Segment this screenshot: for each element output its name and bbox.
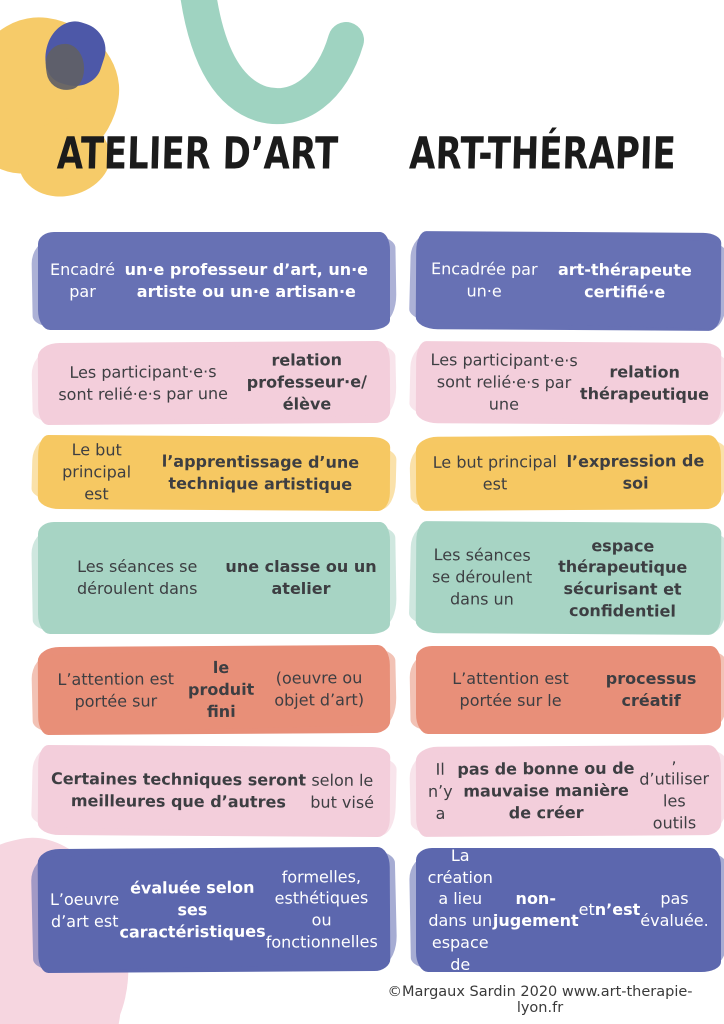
credit-line: ©Margaux Sardin 2020 www.art-therapie-lyon.fr <box>387 984 693 1016</box>
cell-atelier-evaluation: L’oeuvre d’art est évaluée selon ses caractéristiques formelles, esthétiques ou fonctionnelles <box>38 847 390 973</box>
cell-therapie-relation: Les participant·e·s sont relié·e·s par une relation thérapeutique <box>415 341 721 425</box>
title-art-therapie: ART-THÉRAPIE <box>408 128 677 180</box>
cell-atelier-encadrement: Encadré par un·e professeur d’art, un·e artiste ou un·e artisan·e <box>38 232 390 330</box>
column-titles <box>38 128 702 180</box>
comparison-grid <box>38 232 709 974</box>
cell-therapie-but: Le but principal est l’expression de soi <box>415 435 721 511</box>
cell-atelier-relation: Les participant·e·s sont relié·e·s par une relation professeur·e/élève <box>38 341 390 425</box>
cell-atelier-lieu: Les séances se déroulent dans une classe ou un atelier <box>38 522 390 634</box>
paint-swoosh-teal <box>176 0 372 142</box>
title-atelier-dart: ATELIER D’ART <box>56 128 339 180</box>
cell-therapie-techniques: Il n’y a pas de bonne ou de mauvaise manière de créer , d’utiliser les outils <box>415 745 721 837</box>
cell-therapie-attention: L’attention est portée sur le processus créatif <box>416 646 721 734</box>
cell-atelier-but: Le but principal est l’apprentissage d’une technique artistique <box>38 435 390 511</box>
cell-atelier-techniques: Certaines techniques seront meilleures que d’autres selon le but visé <box>38 745 390 837</box>
cell-atelier-attention: L’attention est portée sur le produit fini (oeuvre ou objet d’art) <box>38 645 390 735</box>
cell-therapie-encadrement: Encadrée par un·e art-thérapeute certifié·e <box>415 231 721 331</box>
cell-therapie-evaluation: La création a lieu dans un espace de non-jugement et n’est pas évaluée. <box>416 848 721 972</box>
cell-therapie-lieu: Les séances se déroulent dans un espace thérapeutique sécurisant et confidentiel <box>415 521 721 635</box>
